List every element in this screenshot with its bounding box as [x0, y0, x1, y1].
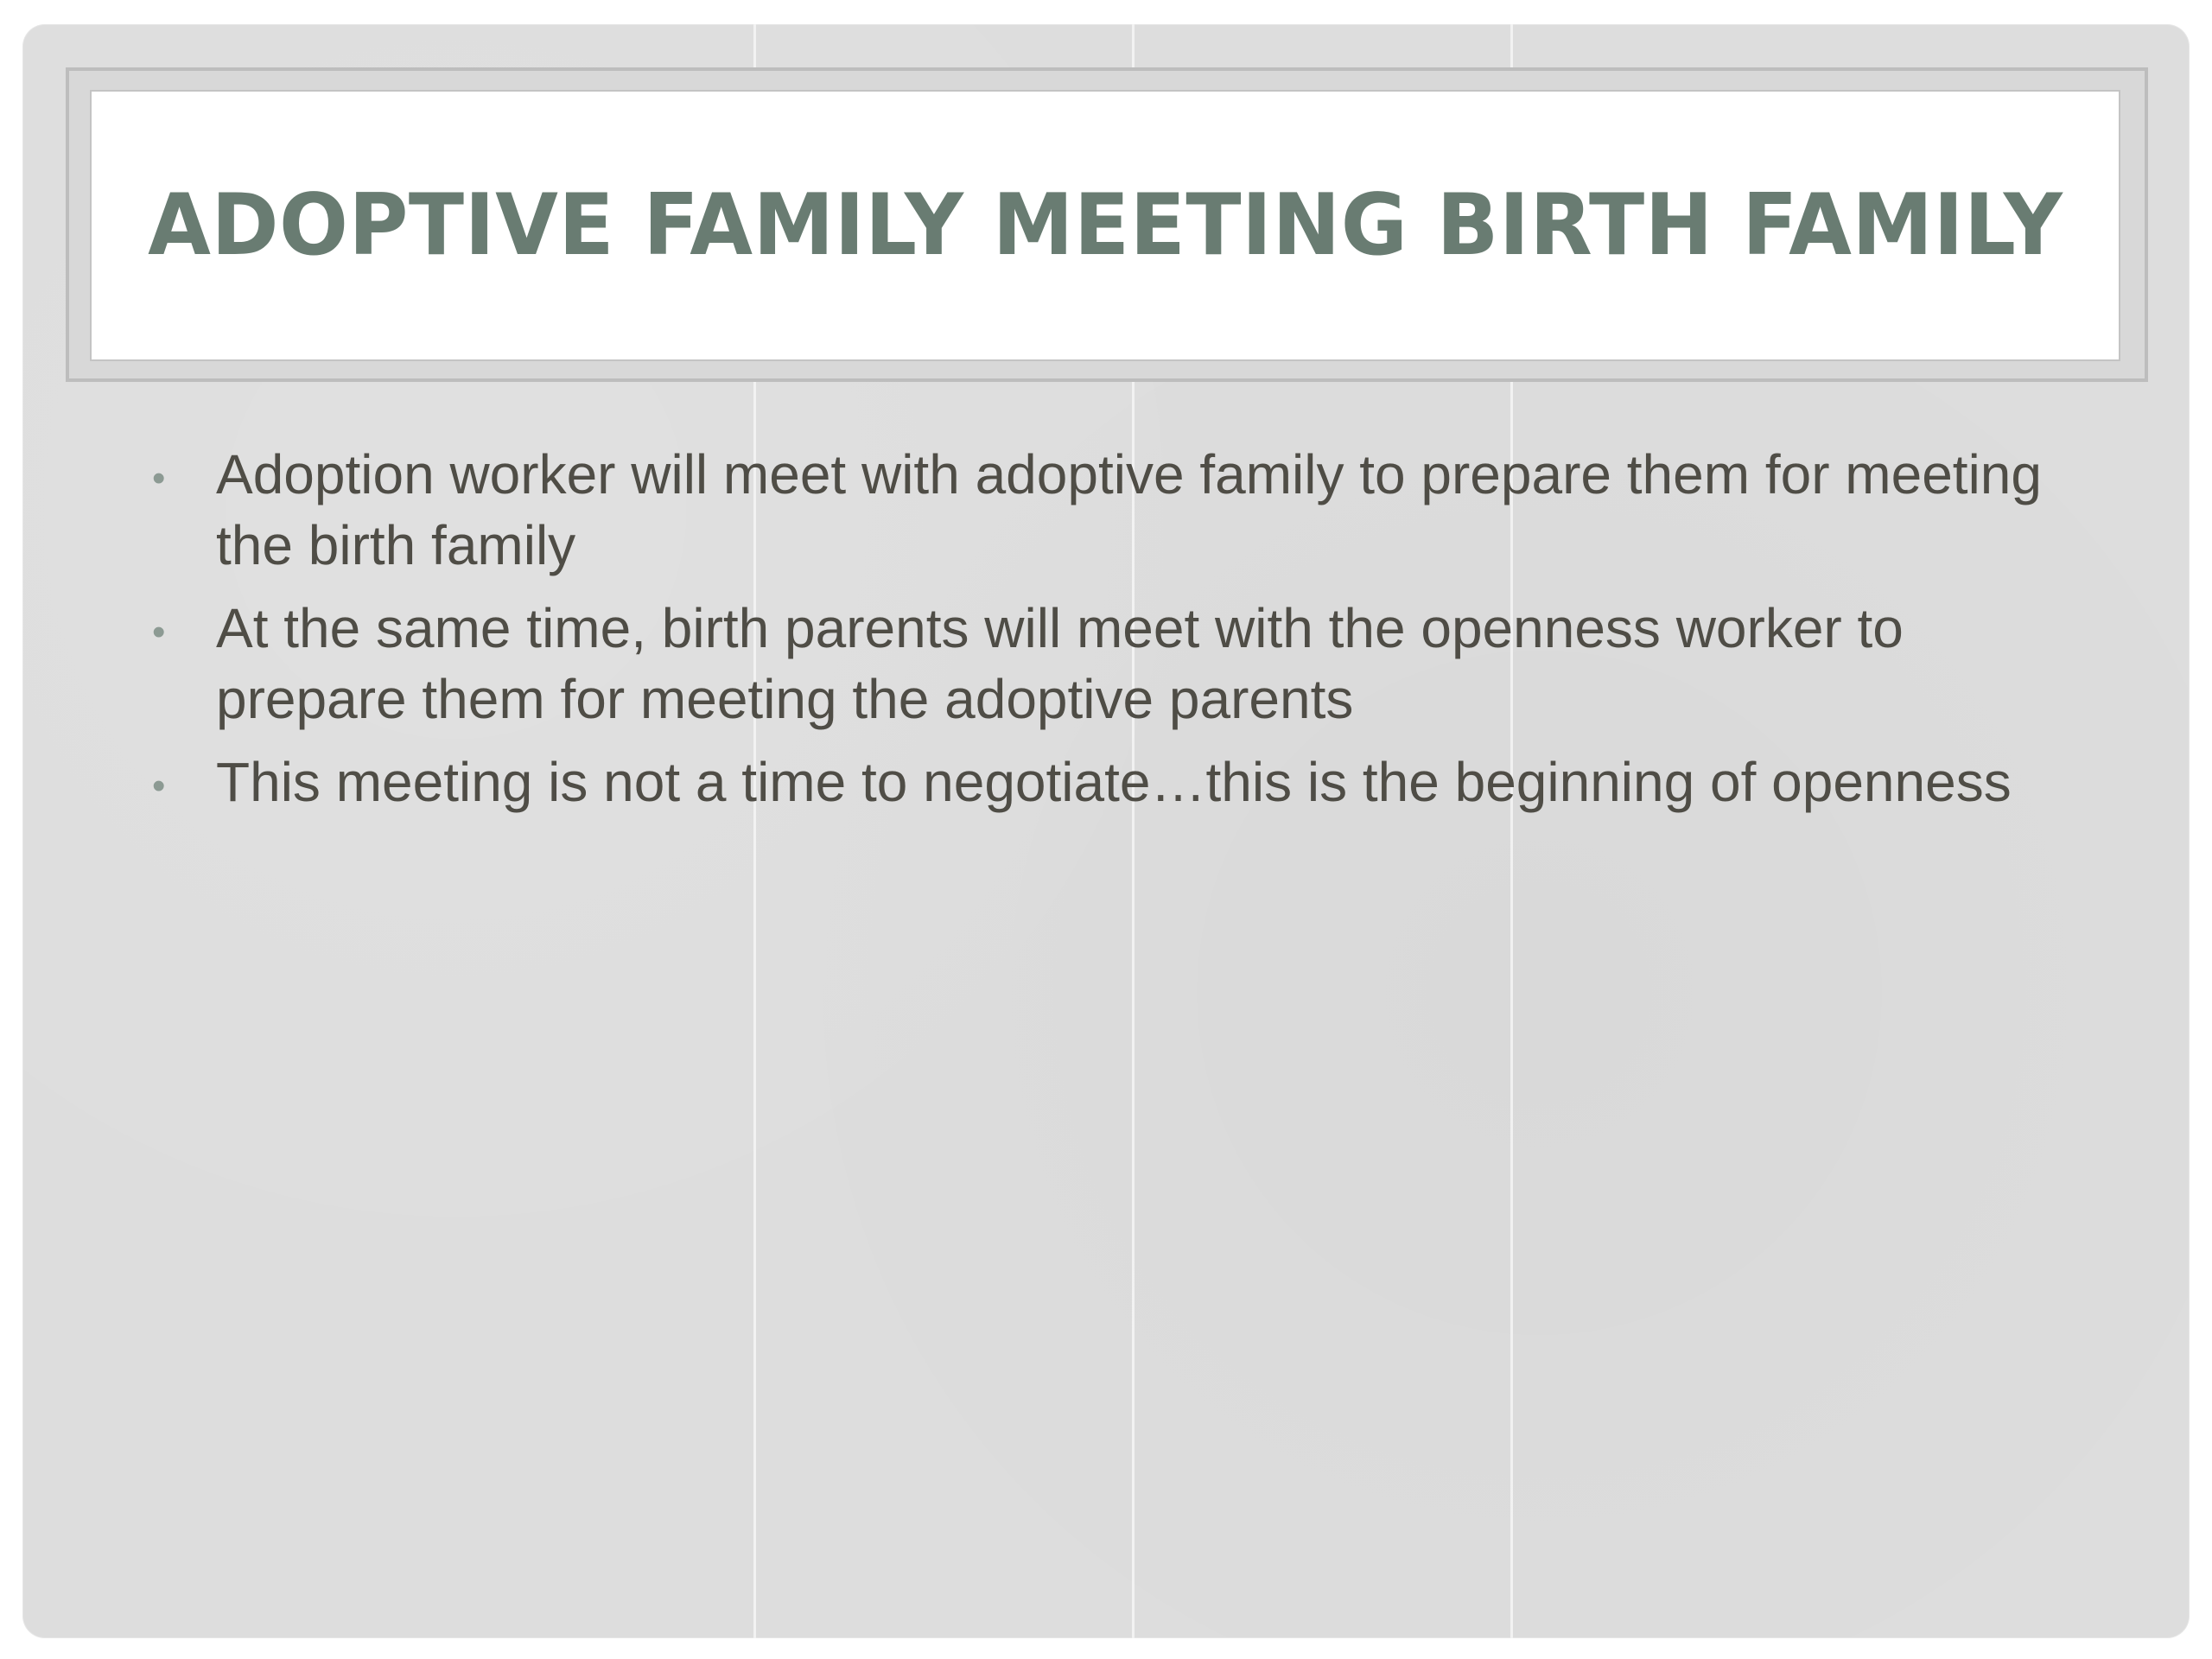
bullet-text: Adoption worker will meet with adoptive family to prepare them for meeting the birth family — [216, 443, 2042, 576]
list-item — [152, 439, 2105, 581]
bullet-icon: • — [152, 765, 166, 807]
list-item — [152, 747, 2105, 817]
slide-title: ADOPTIVE FAMILY MEETING BIRTH FAMILY — [147, 176, 2063, 275]
bullet-list — [152, 439, 2105, 830]
title-box — [90, 90, 2120, 361]
bullet-icon: • — [152, 611, 166, 653]
slide — [22, 24, 2190, 1638]
bullet-text: At the same time, birth parents will meet with the openness worker to prepare them for meeting the adoptive parents — [216, 597, 1904, 730]
list-item — [152, 593, 2105, 734]
bullet-text: This meeting is not a time to negotiate…this is the beginning of openness — [216, 751, 2012, 813]
bullet-icon: • — [152, 457, 166, 499]
